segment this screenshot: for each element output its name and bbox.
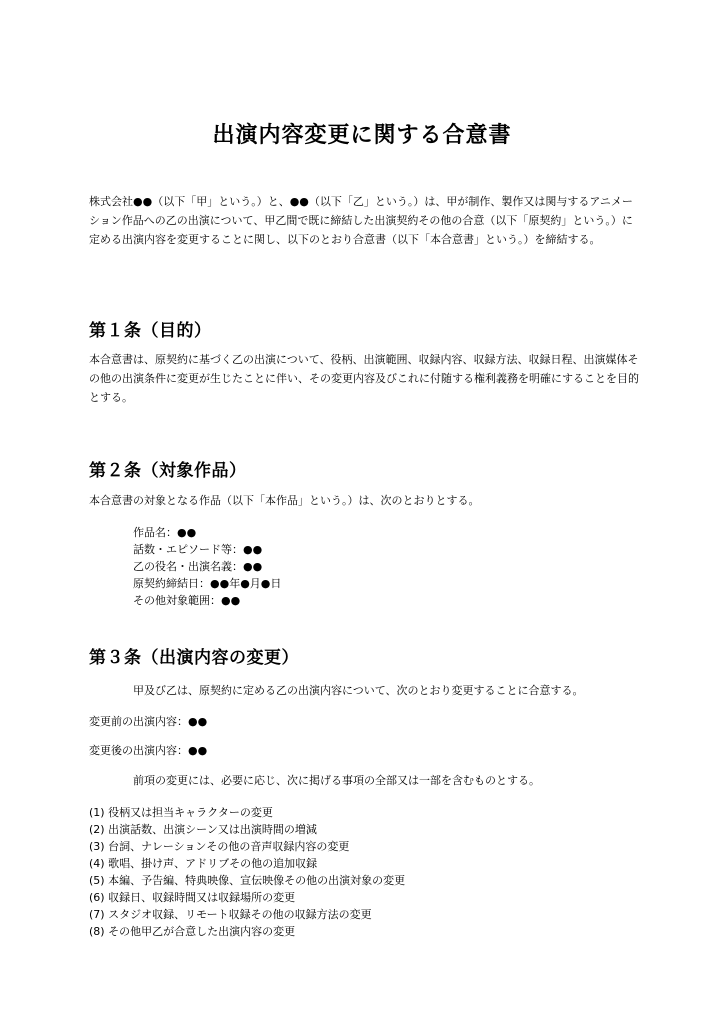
article-3-intro: 甲及び乙は、原契約に定める乙の出演内容について、次のとおり変更することに合意する。 [133,684,584,697]
article-3-note: 前項の変更には、必要に応じ、次に掲げる事項の全部又は一部を含むものとする。 [133,774,540,787]
target-work-list [133,524,281,609]
change-item: (7) スタジオ収録、リモート収録その他の収録方法の変更 [89,908,372,921]
article-3-heading: 第３条（出演内容の変更） [89,648,299,668]
target-work-item: 原契約締結日：●●年●月●日 [133,577,282,590]
content-before: 変更前の出演内容：●● [89,715,208,728]
article-2-text: 本合意書の対象となる作品（以下「本作品」という。）は、次のとおりとする。 [89,494,480,507]
target-work-item: 乙の役名・出演名義：●● [133,560,263,573]
article-1-heading: 第１条（目的） [89,321,212,341]
content-after: 変更後の出演内容：●● [89,744,208,757]
change-item: (4) 歌唱、掛け声、アドリブその他の追加収録 [89,857,318,870]
change-item: (8) その他甲乙が合意した出演内容の変更 [89,925,296,938]
article-2-heading: 第２条（対象作品） [89,461,247,481]
target-work-item: 作品名：●● [133,526,197,539]
document-title: 出演内容変更に関する合意書 [212,123,512,148]
change-item: (5) 本編、予告編、特典映像、宣伝映像その他の出演対象の変更 [89,874,406,887]
target-work-item: その他対象範囲：●● [133,594,241,607]
change-item: (3) 台詞、ナレーションその他の音声収録内容の変更 [89,840,350,853]
change-item: (1) 役柄又は担当キャラクターの変更 [89,806,273,819]
preamble-paragraph: 株式会社●●（以下「甲」という。）と、●●（以下「乙」という。）は、甲が制作、製作又は関与するアニメーション作品への乙の出演について、甲乙間で既に締結した出演契約その他の合意（以下「原契約」という。）に定める出演内容を変更することに関し、以下のとおり合意書（以下「本合意書」という。）を締結する。 [89,195,633,246]
change-item: (2) 出演話数、出演シーン又は出演時間の増減 [89,823,317,836]
article-1-text: 本合意書は、原契約に基づく乙の出演について、役柄、出演範囲、収録内容、収録方法、収録日程、出演媒体その他の出演条件に変更が生じたことに伴い、その変更内容及びこれに付随する権利義務を明確にすることを目的とする。 [89,353,639,404]
target-work-item: 話数・エピソード等：●● [133,543,263,556]
change-item: (6) 収録日、収録時間又は収録場所の変更 [89,891,296,904]
change-items-list [89,804,405,940]
